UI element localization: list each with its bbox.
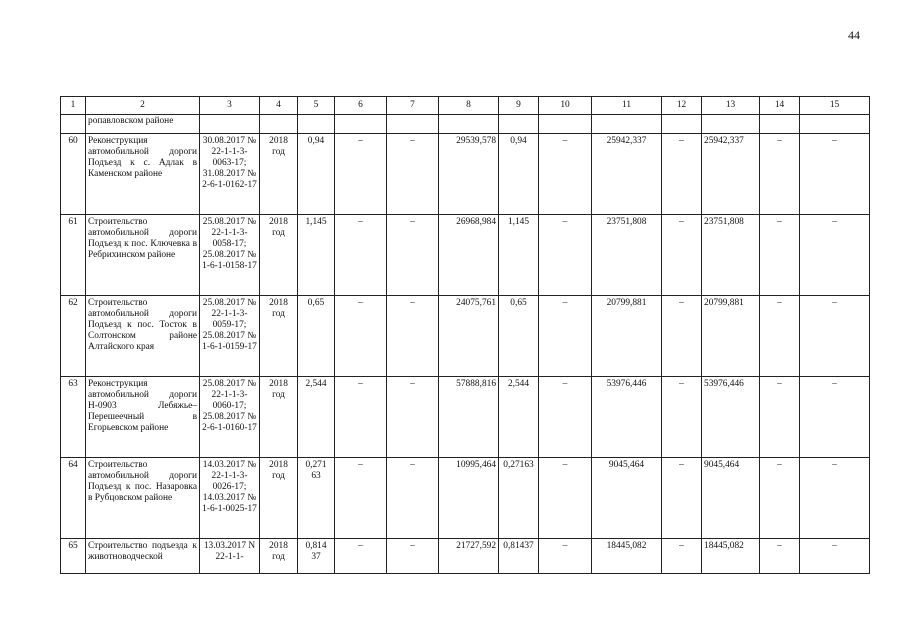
table-row (61, 296, 870, 377)
column-header: 11 (592, 97, 662, 115)
col-15: – (800, 539, 870, 574)
col-6: – (335, 296, 387, 377)
cell (539, 115, 592, 134)
column-header: 6 (335, 97, 387, 115)
length-km: 0,814 37 (298, 539, 335, 574)
column-header: 13 (702, 97, 760, 115)
cell (439, 115, 499, 134)
continuation-row (61, 115, 870, 134)
col-11-amount: 25942,337 (592, 134, 662, 215)
cell (702, 115, 760, 134)
col-12: – (662, 296, 702, 377)
col-14: – (760, 215, 800, 296)
col-15: – (800, 296, 870, 377)
year: 2018 год (260, 215, 298, 296)
cell (800, 115, 870, 134)
cell (499, 115, 539, 134)
col-11-amount: 18445,082 (592, 539, 662, 574)
row-number: 62 (61, 296, 86, 377)
row-number: 61 (61, 215, 86, 296)
col-9-length: 1,145 (499, 215, 539, 296)
column-header: 12 (662, 97, 702, 115)
column-header: 15 (800, 97, 870, 115)
row-number: 64 (61, 458, 86, 539)
approval-document: 25.08.2017 № 22-1-1-3-0059-17; 25.08.2017 № 1-6-1-0159-17 (200, 296, 260, 377)
col-8-amount: 24075,761 (439, 296, 499, 377)
col-13-amount: 25942,337 (702, 134, 760, 215)
length-km: 0,65 (298, 296, 335, 377)
cell (260, 115, 298, 134)
col-8-amount: 29539,578 (439, 134, 499, 215)
col-8-amount: 57888,816 (439, 377, 499, 458)
col-12: – (662, 215, 702, 296)
col-6: – (335, 539, 387, 574)
length-km: 1,145 (298, 215, 335, 296)
cell (61, 115, 86, 134)
row-number: 60 (61, 134, 86, 215)
approval-document: 25.08.2017 № 22-1-1-3-0058-17; 25.08.2017 № 1-6-1-0158-17 (200, 215, 260, 296)
col-11-amount: 53976,446 (592, 377, 662, 458)
col-7: – (387, 539, 439, 574)
col-11-amount: 20799,881 (592, 296, 662, 377)
col-9-length: 0,94 (499, 134, 539, 215)
col-13-amount: 9045,464 (702, 458, 760, 539)
col-10: – (539, 215, 592, 296)
project-name: Строительство подъезда к животноводческой (86, 539, 200, 574)
column-header: 4 (260, 97, 298, 115)
column-header: 10 (539, 97, 592, 115)
column-header: 5 (298, 97, 335, 115)
col-9-length: 0,27163 (499, 458, 539, 539)
col-11-amount: 23751,808 (592, 215, 662, 296)
year: 2018 год (260, 296, 298, 377)
column-header: 8 (439, 97, 499, 115)
cell (335, 115, 387, 134)
table-row (61, 458, 870, 539)
col-13-amount: 23751,808 (702, 215, 760, 296)
column-header: 1 (61, 97, 86, 115)
column-header: 2 (86, 97, 200, 115)
cell (200, 115, 260, 134)
approval-document: 25.08.2017 № 22-1-1-3-0060-17; 25.08.2017 № 2-6-1-0160-17 (200, 377, 260, 458)
length-km: 0,271 63 (298, 458, 335, 539)
col-10: – (539, 539, 592, 574)
col-13-amount: 20799,881 (702, 296, 760, 377)
col-6: – (335, 377, 387, 458)
col-15: – (800, 134, 870, 215)
project-name: Реконструкция автомобильной дороги Подъезд к с. Адлак в Каменском районе (86, 134, 200, 215)
col-14: – (760, 458, 800, 539)
project-name: Строительство автомобильной дороги Подъезд к пос. Ключевка в Ребрихинском районе (86, 215, 200, 296)
year: 2018 год (260, 134, 298, 215)
approval-document: 13.03.2017 N 22-1-1- (200, 539, 260, 574)
table-row (61, 377, 870, 458)
col-14: – (760, 539, 800, 574)
col-9-length: 2,544 (499, 377, 539, 458)
col-7: – (387, 215, 439, 296)
col-6: – (335, 458, 387, 539)
col-12: – (662, 134, 702, 215)
table-row (61, 539, 870, 574)
col-8-amount: 10995,464 (439, 458, 499, 539)
table-row (61, 215, 870, 296)
col-14: – (760, 134, 800, 215)
col-7: – (387, 296, 439, 377)
col-7: – (387, 458, 439, 539)
column-number-row (61, 97, 870, 115)
col-13-amount: 18445,082 (702, 539, 760, 574)
col-12: – (662, 377, 702, 458)
col-8-amount: 21727,592 (439, 539, 499, 574)
col-15: – (800, 215, 870, 296)
year: 2018 год (260, 458, 298, 539)
col-9-length: 0,81437 (499, 539, 539, 574)
continuation-name: ропавловском районе (86, 115, 200, 134)
project-name: Строительство автомобильной дороги Подъезд к пос. Тосток в Солтонском районе Алтайского края (86, 296, 200, 377)
col-15: – (800, 458, 870, 539)
project-name: Реконструкция автомобильной дороги Н-0903 Лебяжье–Перешеечный в Егорьевском районе (86, 377, 200, 458)
length-km: 2,544 (298, 377, 335, 458)
cell (662, 115, 702, 134)
col-10: – (539, 134, 592, 215)
cell (760, 115, 800, 134)
road-projects-table (60, 96, 870, 574)
column-header: 3 (200, 97, 260, 115)
year: 2018 год (260, 539, 298, 574)
col-10: – (539, 296, 592, 377)
col-14: – (760, 296, 800, 377)
cell (387, 115, 439, 134)
column-header: 9 (499, 97, 539, 115)
column-header: 7 (387, 97, 439, 115)
approval-document: 14.03.2017 № 22-1-1-3-0026-17; 14.03.2017 № 1-6-1-0025-17 (200, 458, 260, 539)
table-row (61, 134, 870, 215)
col-9-length: 0,65 (499, 296, 539, 377)
col-15: – (800, 377, 870, 458)
col-6: – (335, 134, 387, 215)
col-11-amount: 9045,464 (592, 458, 662, 539)
year: 2018 год (260, 377, 298, 458)
col-13-amount: 53976,446 (702, 377, 760, 458)
col-6: – (335, 215, 387, 296)
page-number: 44 (848, 28, 860, 42)
col-10: – (539, 458, 592, 539)
approval-document: 30.08.2017 № 22-1-1-3-0063-17; 31.08.2017 № 2-6-1-0162-17 (200, 134, 260, 215)
col-14: – (760, 377, 800, 458)
project-name: Строительство автомобильной дороги Подъезд к пос. Назаровка в Рубцовском районе (86, 458, 200, 539)
col-12: – (662, 458, 702, 539)
cell (592, 115, 662, 134)
row-number: 65 (61, 539, 86, 574)
column-header: 14 (760, 97, 800, 115)
cell (298, 115, 335, 134)
col-10: – (539, 377, 592, 458)
col-12: – (662, 539, 702, 574)
col-7: – (387, 134, 439, 215)
length-km: 0,94 (298, 134, 335, 215)
col-7: – (387, 377, 439, 458)
row-number: 63 (61, 377, 86, 458)
col-8-amount: 26968,984 (439, 215, 499, 296)
